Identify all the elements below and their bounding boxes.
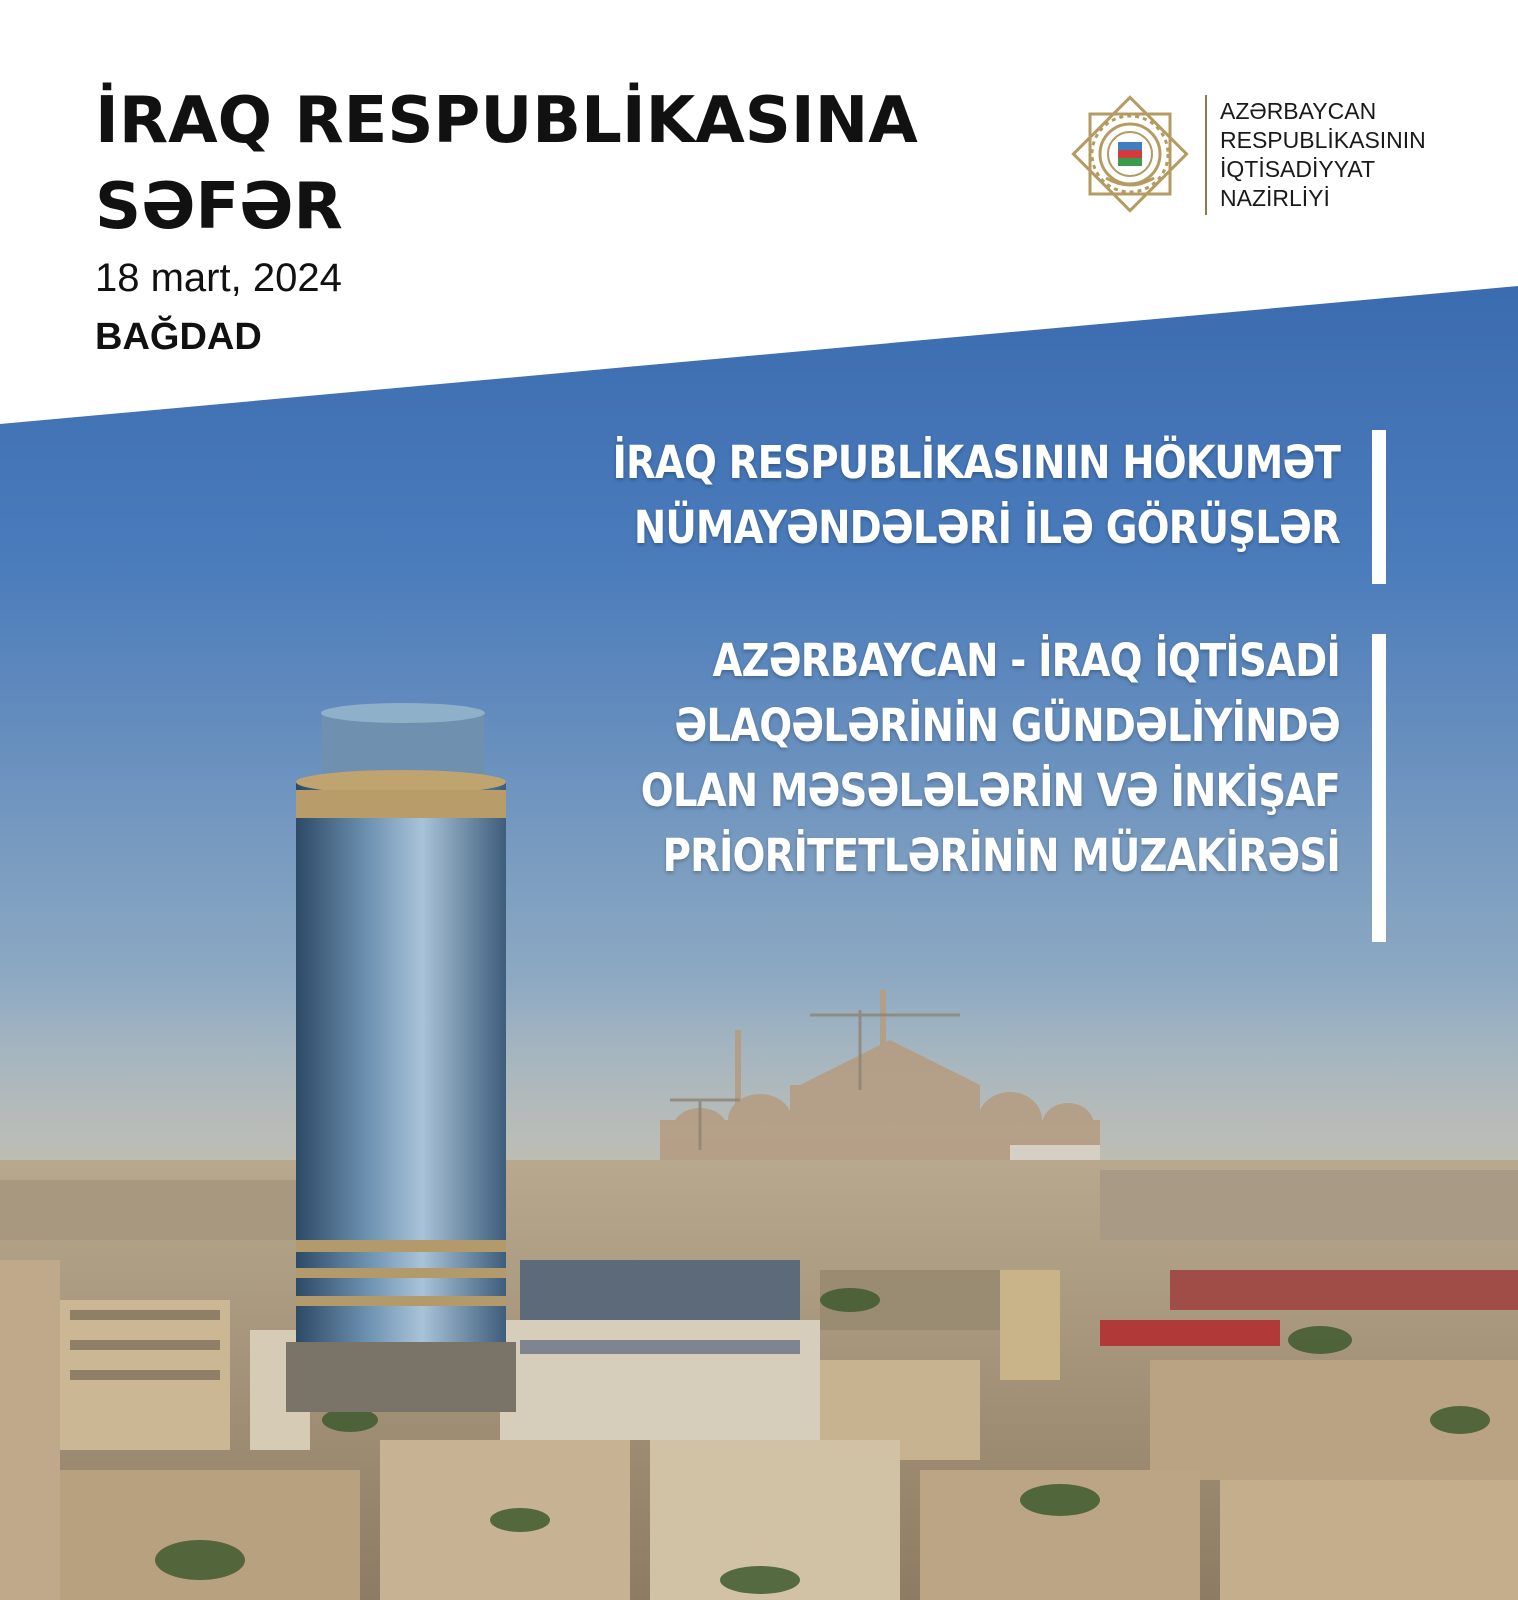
topic-2-line-4: PRİORİTETLƏRİNİN MÜZAKİRƏSİ xyxy=(662,829,1340,882)
topic-2-line-3: OLAN MƏSƏLƏLƏRİN VƏ İNKİŞAF xyxy=(640,764,1340,817)
glass-tower xyxy=(286,703,516,1412)
visit-date: 18 mart, 2024 xyxy=(95,256,342,300)
city-blocks xyxy=(0,1160,1518,1600)
topic-1-line-2: NÜMAYƏNDƏLƏRİ İLƏ GÖRÜŞLƏR xyxy=(633,501,1340,554)
ministry-name xyxy=(1220,97,1426,213)
title-line-1: İRAQ RESPUBLİKASINA xyxy=(95,84,918,158)
topic-2-line-2: ƏLAQƏLƏRİNİN GÜNDƏLİYİNDƏ xyxy=(674,699,1340,752)
ministry-name-line-4: NAZİRLİYİ xyxy=(1220,185,1330,211)
ministry-name-line-1: AZƏRBAYCAN xyxy=(1220,98,1377,124)
logo-divider xyxy=(1205,95,1207,215)
topic-1-accent-bar xyxy=(1372,430,1386,584)
ministry-emblem-icon xyxy=(1068,92,1192,216)
ministry-name-line-3: İQTİSADİYYAT xyxy=(1220,156,1376,182)
page-title xyxy=(95,78,918,250)
title-line-2: SƏFƏR xyxy=(95,170,343,244)
topic-economic-relations xyxy=(641,628,1340,888)
topic-2-accent-bar xyxy=(1372,634,1386,942)
visit-city: BAĞDAD xyxy=(95,316,262,358)
ministry-name-line-2: RESPUBLİKASININ xyxy=(1220,127,1426,153)
topic-government-meetings xyxy=(612,430,1340,560)
topic-1-line-1: İRAQ RESPUBLİKASININ HÖKUMƏT xyxy=(612,436,1340,489)
topic-2-line-1: AZƏRBAYCAN - İRAQ İQTİSADİ xyxy=(712,634,1340,687)
